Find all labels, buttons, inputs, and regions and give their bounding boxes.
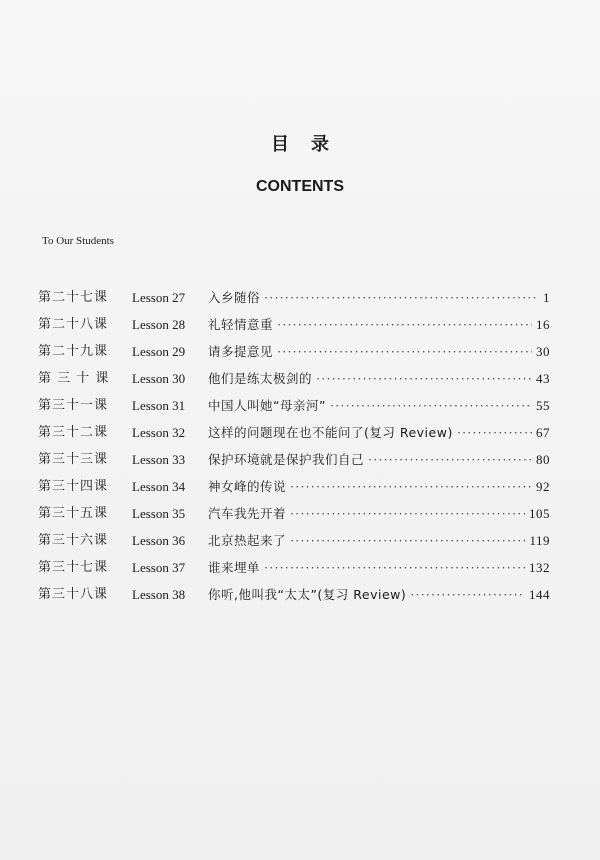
lesson-title: 汽车我先开着 <box>208 506 287 521</box>
lesson-number-cn: 第三十七课 <box>38 560 109 575</box>
lesson-number-cn: 第 三 十 课 <box>38 371 110 386</box>
lesson-entry <box>208 392 550 420</box>
lesson-number-en: Lesson 35 <box>132 506 186 521</box>
lesson-entry <box>208 311 550 339</box>
lesson-row-27 <box>38 284 550 311</box>
dot-leader <box>290 501 525 528</box>
lesson-title: 北京热起来了 <box>208 533 287 548</box>
lesson-row-37 <box>38 554 550 581</box>
lesson-number-en: Lesson 30 <box>132 371 186 386</box>
dot-leader <box>290 528 525 555</box>
lesson-entry <box>208 473 550 501</box>
lesson-entry <box>208 527 550 555</box>
dot-leader <box>277 312 532 339</box>
lesson-number-cn: 第三十二课 <box>38 425 109 440</box>
page-number: 43 <box>536 371 550 386</box>
lesson-entry <box>208 446 550 474</box>
dot-leader <box>290 474 532 501</box>
page-number: 119 <box>529 533 550 548</box>
dot-leader <box>316 366 532 393</box>
lesson-title: 这样的问题现在也不能问了(复习 Review) <box>208 425 453 440</box>
lesson-number-en: Lesson 36 <box>132 533 186 548</box>
lesson-row-36 <box>38 527 550 554</box>
page-number: 144 <box>529 587 550 602</box>
page-number: 67 <box>536 425 550 440</box>
lesson-title: 请多提意见 <box>208 344 274 359</box>
lesson-number-en: Lesson 34 <box>132 479 186 494</box>
lesson-list <box>38 284 550 608</box>
page-number: 16 <box>536 317 550 332</box>
dot-leader <box>368 447 532 474</box>
page-number: 55 <box>536 398 550 413</box>
lesson-entry <box>208 284 550 312</box>
lesson-number-cn: 第三十五课 <box>38 506 109 521</box>
dot-leader <box>264 555 525 582</box>
lesson-row-28 <box>38 311 550 338</box>
lesson-number-cn: 第三十八课 <box>38 587 109 602</box>
lesson-number-cn: 第三十六课 <box>38 533 109 548</box>
dot-leader <box>410 582 525 609</box>
lesson-number-cn: 第二十九课 <box>38 344 109 359</box>
lesson-number-cn: 第三十一课 <box>38 398 109 413</box>
dot-leader <box>330 393 532 420</box>
lesson-row-30 <box>38 365 550 392</box>
lesson-number-en: Lesson 29 <box>132 344 186 359</box>
lesson-title: 神女峰的传说 <box>208 479 287 494</box>
lesson-row-31 <box>38 392 550 419</box>
lesson-entry <box>208 581 550 609</box>
page-number: 1 <box>543 290 550 305</box>
lesson-number-en: Lesson 27 <box>132 290 186 305</box>
lesson-number-en: Lesson 37 <box>132 560 186 575</box>
lesson-entry <box>208 419 550 447</box>
lesson-entry <box>208 338 550 366</box>
lesson-row-35 <box>38 500 550 527</box>
lesson-title: 中国人叫她“母亲河” <box>208 398 326 413</box>
lesson-row-38 <box>38 581 550 608</box>
lesson-number-cn: 第二十八课 <box>38 317 109 332</box>
page-title-chinese: 目录 <box>271 134 351 155</box>
lesson-row-33 <box>38 446 550 473</box>
lesson-number-en: Lesson 32 <box>132 425 186 440</box>
lesson-number-cn: 第二十七课 <box>38 290 109 305</box>
dot-leader <box>264 285 539 312</box>
lesson-row-34 <box>38 473 550 500</box>
lesson-number-en: Lesson 28 <box>132 317 186 332</box>
page-number: 105 <box>529 506 550 521</box>
dot-leader <box>457 420 532 447</box>
lesson-number-en: Lesson 31 <box>132 398 186 413</box>
to-our-students-entry: To Our Students <box>42 235 114 247</box>
lesson-number-cn: 第三十三课 <box>38 452 109 467</box>
lesson-title: 礼轻情意重 <box>208 317 274 332</box>
lesson-row-29 <box>38 338 550 365</box>
lesson-number-cn: 第三十四课 <box>38 479 109 494</box>
lesson-title: 入乡随俗 <box>208 290 261 305</box>
lesson-entry <box>208 554 550 582</box>
lesson-row-32 <box>38 419 550 446</box>
page-title-english: CONTENTS <box>256 178 344 195</box>
page-number: 92 <box>536 479 550 494</box>
page-number: 30 <box>536 344 550 359</box>
lesson-entry <box>208 365 550 393</box>
lesson-title: 他们是练太极剑的 <box>208 371 313 386</box>
lesson-title: 你听,他叫我“太太”(复习 Review) <box>208 587 407 602</box>
lesson-title: 保护环境就是保护我们自己 <box>208 452 365 467</box>
lesson-number-en: Lesson 38 <box>132 587 186 602</box>
lesson-title: 谁来埋单 <box>208 560 261 575</box>
lesson-number-en: Lesson 33 <box>132 452 186 467</box>
lesson-entry <box>208 500 550 528</box>
page-number: 132 <box>529 560 550 575</box>
dot-leader <box>277 339 532 366</box>
page-number: 80 <box>536 452 550 467</box>
